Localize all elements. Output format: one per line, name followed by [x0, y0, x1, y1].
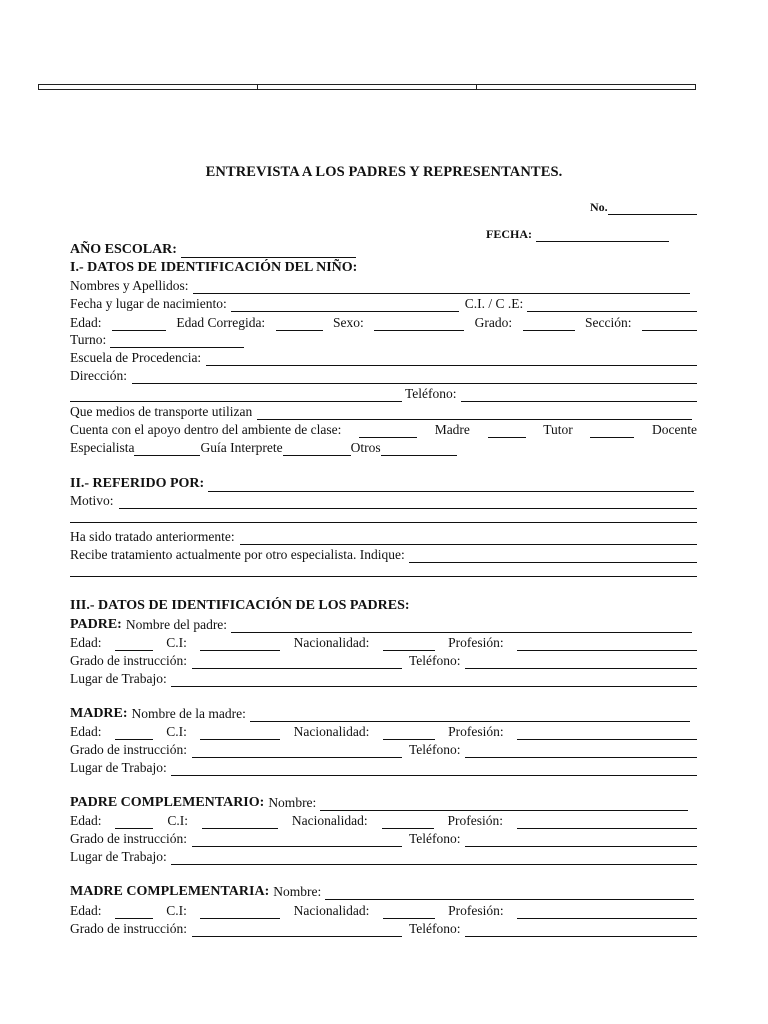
previous-treatment-field[interactable]: Ha sido tratado anteriormente: — [70, 529, 697, 545]
header-cell — [258, 85, 477, 89]
mother-phone-field[interactable] — [465, 745, 697, 758]
support-other-field[interactable] — [381, 443, 457, 456]
support-field[interactable] — [359, 425, 417, 438]
support-interpreter-field[interactable] — [283, 443, 351, 456]
corrected-age-field[interactable] — [276, 318, 323, 331]
section-3-heading: III.- DATOS DE IDENTIFICACIÓN DE LOS PADRES: — [70, 598, 410, 613]
stepfather-age-field[interactable] — [115, 816, 153, 829]
date-field[interactable]: FECHA: — [486, 226, 669, 242]
stepfather-id-field[interactable] — [202, 816, 278, 829]
mother-id-field[interactable] — [200, 727, 280, 740]
support-mother-field[interactable] — [488, 425, 526, 438]
reason-field[interactable]: Motivo: — [70, 493, 697, 509]
section-field[interactable] — [642, 318, 697, 331]
address-phone-row: Teléfono: — [70, 386, 697, 402]
stepfather-education-field[interactable] — [192, 834, 402, 847]
stepmother-profession-field[interactable] — [517, 906, 697, 919]
father-id-field[interactable] — [200, 638, 280, 651]
mother-nationality-field[interactable] — [383, 727, 435, 740]
address-field[interactable]: Dirección: — [70, 368, 697, 384]
number-field[interactable]: No. — [590, 199, 697, 215]
support-row-2: Especialista Guía Interprete Otros — [70, 440, 457, 456]
father-details-row: Edad: C.I: Nacionalidad: Profesión: — [70, 635, 697, 651]
mother-education-row: Grado de instrucción: Teléfono: — [70, 742, 697, 758]
age-field[interactable] — [112, 318, 166, 331]
father-nationality-field[interactable] — [383, 638, 435, 651]
birth-row: Fecha y lugar de nacimiento: C.I. / C .E: — [70, 296, 697, 312]
document-title: ENTREVISTA A LOS PADRES Y REPRESENTANTES. — [205, 164, 563, 180]
child-phone-field[interactable] — [461, 389, 697, 402]
mother-details-row: Edad: C.I: Nacionalidad: Profesión: — [70, 724, 697, 740]
treatment-continued-line[interactable] — [70, 576, 697, 577]
stepmother-phone-field[interactable] — [465, 924, 697, 937]
reason-continued-line[interactable] — [70, 522, 697, 523]
sex-field[interactable] — [374, 318, 464, 331]
mother-workplace-field[interactable]: Lugar de Trabajo: — [70, 760, 697, 776]
support-specialist-field[interactable] — [134, 443, 200, 456]
stepmother-education-field[interactable] — [192, 924, 402, 937]
birth-place-field[interactable] — [231, 299, 459, 312]
shift-field[interactable]: Turno: — [70, 332, 244, 348]
support-tutor-field[interactable] — [590, 425, 634, 438]
header-cell — [39, 85, 258, 89]
address-continued-field[interactable] — [70, 389, 402, 402]
stepfather-nationality-field[interactable] — [382, 816, 434, 829]
father-phone-field[interactable] — [465, 656, 697, 669]
mother-education-field[interactable] — [192, 745, 402, 758]
header-cell — [477, 85, 695, 89]
father-education-row: Grado de instrucción: Teléfono: — [70, 653, 697, 669]
stepfather-name-field[interactable]: PADRE COMPLEMENTARIO: Nombre: — [70, 795, 688, 811]
mother-name-field[interactable]: MADRE: Nombre de la madre: — [70, 706, 690, 722]
grade-field[interactable] — [523, 318, 575, 331]
mother-age-field[interactable] — [115, 727, 153, 740]
stepfather-phone-field[interactable] — [465, 834, 697, 847]
father-name-field[interactable]: PADRE: Nombre del padre: — [70, 617, 692, 633]
father-workplace-field[interactable]: Lugar de Trabajo: — [70, 671, 697, 687]
stepmother-education-row: Grado de instrucción: Teléfono: — [70, 921, 697, 937]
referred-by-field[interactable]: II.- REFERIDO POR: — [70, 476, 694, 492]
support-row: Cuenta con el apoyo dentro del ambiente de clase: Madre Tutor Docente — [70, 422, 697, 437]
father-education-field[interactable] — [192, 656, 402, 669]
father-profession-field[interactable] — [517, 638, 697, 651]
current-treatment-field[interactable]: Recibe tratamiento actualmente por otro especialista. Indique: — [70, 547, 697, 563]
school-year-field[interactable]: AÑO ESCOLAR: — [70, 242, 356, 258]
stepmother-age-field[interactable] — [115, 906, 153, 919]
school-field[interactable]: Escuela de Procedencia: — [70, 350, 697, 366]
transport-field[interactable]: Que medios de transporte utilizan — [70, 404, 692, 420]
stepmother-id-field[interactable] — [200, 906, 280, 919]
stepfather-profession-field[interactable] — [517, 816, 697, 829]
header-table — [38, 84, 696, 90]
stepfather-education-row: Grado de instrucción: Teléfono: — [70, 831, 697, 847]
section-1-heading: I.- DATOS DE IDENTIFICACIÓN DEL NIÑO: — [70, 260, 358, 275]
age-row: Edad: Edad Corregida: Sexo: Grado: Sección: — [70, 315, 697, 331]
child-id-field[interactable] — [527, 299, 697, 312]
stepmother-nationality-field[interactable] — [383, 906, 435, 919]
mother-profession-field[interactable] — [517, 727, 697, 740]
names-field[interactable]: Nombres y Apellidos: — [70, 278, 690, 294]
stepfather-workplace-field[interactable]: Lugar de Trabajo: — [70, 849, 697, 865]
stepmother-name-field[interactable]: MADRE COMPLEMENTARIA: Nombre: — [70, 884, 694, 900]
stepmother-details-row: Edad: C.I: Nacionalidad: Profesión: — [70, 903, 697, 919]
father-age-field[interactable] — [115, 638, 153, 651]
stepfather-details-row: Edad: C.I: Nacionalidad: Profesión: — [70, 813, 697, 829]
